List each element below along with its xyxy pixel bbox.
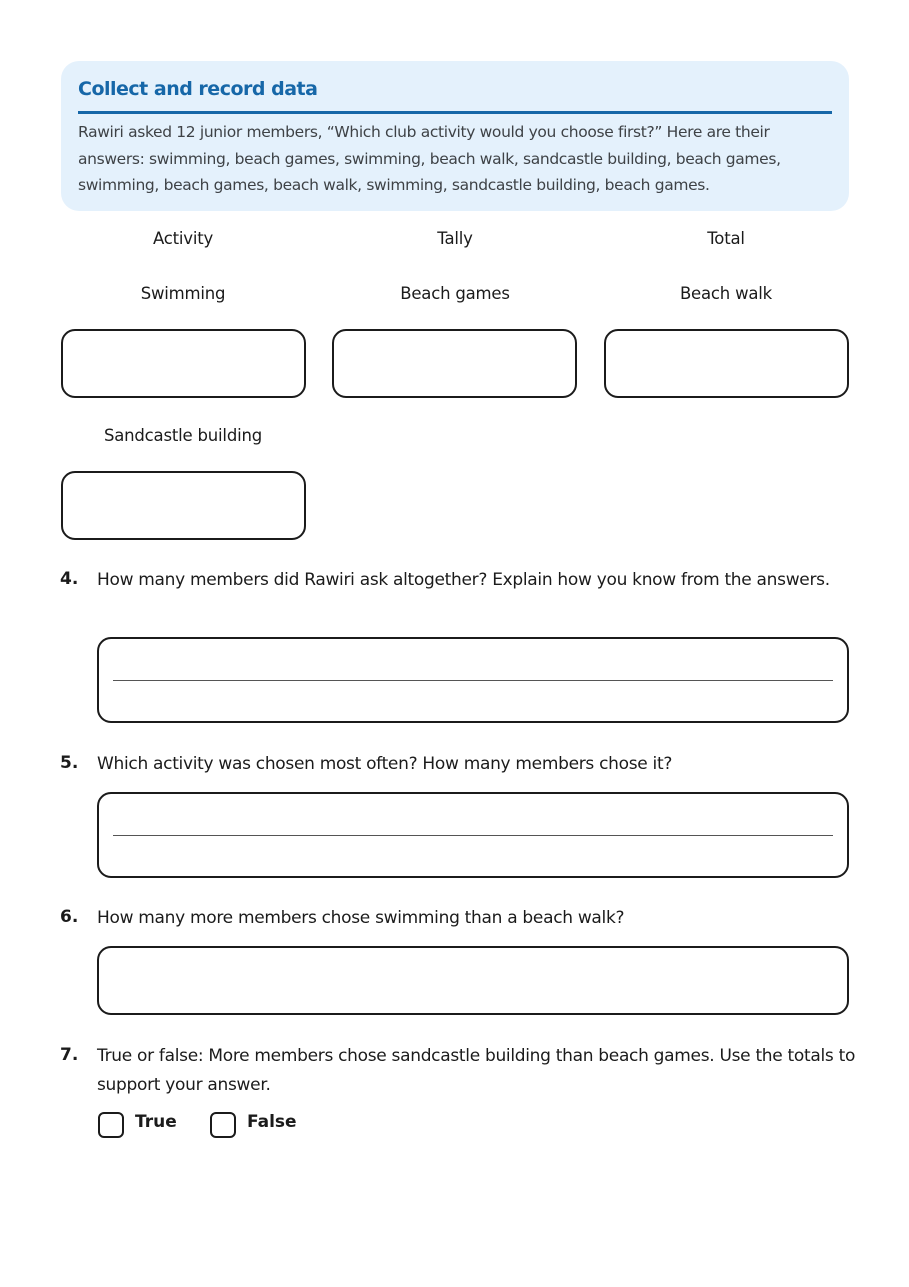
intro-text: Rawiri asked 12 junior members, “Which club activity would you choose first?” Here are their answers: swimming, beach games, swimming, beach walk, sandcastle building, beach games, swimming, beach games, beach walk, swimming, sandcastle building, beach games.	[78, 123, 781, 194]
question-6-text: How many more members chose swimming than a beach walk?	[97, 908, 625, 928]
answer-box-beach-walk[interactable]	[604, 329, 849, 398]
false-checkbox[interactable]	[210, 1112, 236, 1138]
activity-label-swimming: Swimming	[140, 284, 226, 303]
false-label: False	[247, 1112, 297, 1132]
intro-panel	[61, 61, 849, 211]
answer-line	[113, 835, 833, 836]
question-4-answer-box[interactable]	[97, 637, 849, 723]
header-tally: Tally	[437, 229, 473, 248]
question-6-number: 6.	[60, 907, 79, 927]
true-label: True	[135, 1112, 177, 1132]
activity-label-beach-games: Beach games	[400, 284, 510, 303]
question-7-number: 7.	[60, 1045, 79, 1065]
true-checkbox[interactable]	[98, 1112, 124, 1138]
question-5-text: Which activity was chosen most often? How many members chose it?	[97, 754, 673, 774]
question-7-text: True or false: More members chose sandcastle building than beach games. Use the totals to support your answer.	[97, 1046, 856, 1095]
activity-label-beach-walk: Beach walk	[679, 284, 773, 303]
answer-line	[113, 680, 833, 681]
header-total: Total	[707, 229, 745, 248]
question-5-answer-box[interactable]	[97, 792, 849, 878]
activity-label-sandcastle: Sandcastle building	[103, 426, 263, 445]
question-4-number: 4.	[60, 569, 79, 589]
question-6-answer-box[interactable]	[97, 946, 849, 1015]
answer-box-beach-games[interactable]	[332, 329, 577, 398]
answer-box-swimming[interactable]	[61, 329, 306, 398]
header-activity: Activity	[152, 229, 214, 248]
question-5-number: 5.	[60, 753, 79, 773]
title-divider	[78, 111, 832, 114]
section-title: Collect and record data	[78, 78, 318, 100]
question-4-text: How many members did Rawiri ask altogether? Explain how you know from the answers.	[97, 570, 830, 590]
answer-box-sandcastle[interactable]	[61, 471, 306, 540]
